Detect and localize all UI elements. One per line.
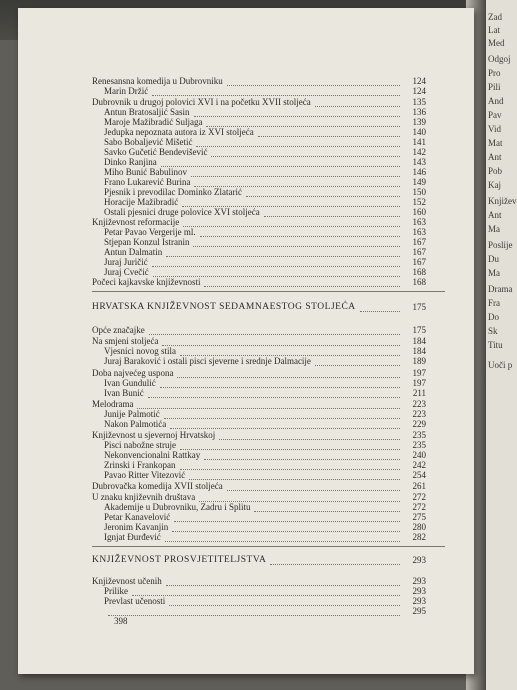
toc-entry-title: Antun Dalmatin	[104, 247, 163, 257]
toc-page-number: 235	[412, 440, 426, 450]
leader-dots	[315, 364, 400, 366]
toc-page-number: 135	[412, 97, 426, 107]
right-page	[486, 0, 517, 690]
toc-page-number: 124	[412, 86, 426, 96]
toc-entry-title: Ignjat Đurđević	[104, 532, 161, 542]
toc-entry-title: Petar Pavao Vergerije ml.	[104, 227, 196, 237]
toc-entry	[18, 356, 474, 367]
toc-page-number: 168	[412, 277, 426, 287]
toc-entry	[18, 302, 474, 313]
toc-entry	[18, 419, 474, 430]
toc-entry-title: Na smjeni stoljeća	[92, 336, 159, 346]
toc-page-number: 211	[412, 388, 426, 398]
right-page-text: And	[488, 96, 504, 106]
toc-page-number: 235	[412, 430, 426, 440]
toc-entry-title: Jeronim Kavanjin	[104, 522, 169, 532]
leader-dots	[148, 396, 400, 398]
right-page-text: Književ	[488, 196, 517, 206]
toc-entry-title: Stjepan Konzul Istranin	[104, 237, 190, 247]
toc-page-number: 184	[412, 346, 426, 356]
toc-page-number: 146	[412, 167, 426, 177]
right-page-text: Pili	[488, 82, 501, 92]
toc-entry	[18, 532, 474, 543]
leader-dots	[152, 94, 400, 96]
toc-page-number: 184	[412, 336, 426, 346]
toc-page-number: 136	[412, 107, 426, 117]
toc-page-number: 175	[412, 325, 426, 335]
toc-page-number: 140	[412, 127, 426, 137]
toc-entry-title: Zrinski i Frankopan	[104, 460, 176, 470]
right-page-text: Uoči p	[488, 360, 513, 370]
right-page-text: Pav	[488, 110, 502, 120]
toc-page-number: 275	[412, 512, 426, 522]
toc-page-number: 175	[412, 302, 426, 312]
toc-entry-title: Književnost reformacije	[92, 217, 180, 227]
toc-entry-title: Prilike	[104, 586, 128, 596]
toc-page-number: 223	[412, 409, 426, 419]
right-page-text: Pob	[488, 166, 503, 176]
toc-page-number: 293	[412, 596, 426, 606]
toc-page-number: 197	[412, 368, 426, 378]
toc-page-number: 295	[412, 606, 426, 616]
toc-entry-title: Pjesnik i prevodilac Dominko Zlatarić	[104, 187, 242, 197]
toc-entry-title: Književnost u sjevernoj Hrvatskoj	[92, 430, 216, 440]
right-page-text: Zad	[488, 12, 502, 22]
toc-entry-title: Juraj Juričić	[104, 257, 148, 267]
toc-entry-title: Ostali pjesnici druge polovice XVI stoljeća	[104, 207, 260, 217]
leader-dots	[165, 540, 400, 542]
leader-dots	[170, 427, 400, 429]
right-page-text: Sk	[488, 326, 498, 336]
right-page-text: Mat	[488, 138, 503, 148]
toc-entry-title: Juraj Cvečić	[104, 267, 149, 277]
toc-entry-title: Dinko Ranjina	[104, 157, 157, 167]
toc-page-number: 197	[412, 378, 426, 388]
toc-page-number: 141	[412, 137, 426, 147]
toc-entry-title: Junije Palmotić	[104, 409, 160, 419]
toc-entry-title: U znaku književnih društava	[92, 492, 196, 502]
section-divider	[92, 546, 445, 547]
toc-entry	[18, 86, 474, 97]
toc-entry-title: Petar Kanavelović	[104, 512, 171, 522]
right-page-text: Ma	[488, 268, 500, 278]
toc-entry	[18, 555, 474, 566]
toc-page-number: 150	[412, 187, 426, 197]
book-page	[18, 8, 474, 674]
toc-page-number: 272	[412, 502, 426, 512]
toc-page-number: 168	[412, 267, 426, 277]
section-divider	[92, 291, 445, 292]
toc-entry	[18, 277, 474, 288]
toc-entry-title: Horacije Mažibradić	[104, 197, 179, 207]
right-page-text: Odgoj	[488, 54, 511, 64]
toc-entry-title: Miho Bunić Babulinov	[104, 167, 187, 177]
leader-dots	[108, 614, 400, 616]
right-page-text: Ma	[488, 224, 500, 234]
toc-entry	[18, 388, 474, 399]
toc-entry-title: Prevlast učenosti	[104, 596, 166, 606]
toc-page-number: 229	[412, 419, 426, 429]
toc-page-number: 254	[412, 470, 426, 480]
toc-entry-title: Maroje Mažibradić Suljaga	[104, 117, 203, 127]
toc-page-number: 261	[412, 481, 426, 491]
toc-entry-title: Vjesnici novog stila	[104, 346, 176, 356]
toc-page-number: 282	[412, 532, 426, 542]
toc-entry	[18, 606, 474, 617]
leader-dots	[149, 333, 400, 335]
right-page-text: Ant	[488, 152, 502, 162]
right-page-text: Fra	[488, 298, 500, 308]
toc-page-number: 124	[412, 76, 426, 86]
toc-entry-title: Marin Držić	[104, 86, 149, 96]
toc-entry-title: Pisci nabožne struje	[104, 440, 176, 450]
toc-entry	[18, 481, 474, 492]
toc-entry-title: Književnost učenih	[92, 576, 162, 586]
toc-entry-title: Antun Bratosaljić Sasin	[104, 107, 190, 117]
right-page-text: Du	[488, 254, 499, 264]
toc-page-number: 242	[412, 460, 426, 470]
leader-dots	[270, 563, 400, 565]
toc-page-number: 280	[412, 522, 426, 532]
toc-entry-title: Akademije u Dubrovniku, Zadru i Splitu	[104, 502, 251, 512]
toc-entry-title: Renesansna komedija u Dubrovniku	[92, 76, 223, 86]
right-page-text: Do	[488, 312, 499, 322]
toc-page-number: 167	[412, 257, 426, 267]
toc-page-number: 163	[412, 217, 426, 227]
toc-page-number: 163	[412, 227, 426, 237]
page-number: 398	[114, 616, 128, 626]
right-page-text: Vid	[488, 124, 501, 134]
toc-entry-title: Melodrama	[92, 399, 134, 409]
toc-entry	[18, 325, 474, 336]
toc-page-number: 142	[412, 147, 426, 157]
leader-dots	[189, 478, 400, 480]
toc-page-number: 139	[412, 117, 426, 127]
right-page-text: Titu	[488, 340, 503, 350]
toc-entry	[18, 470, 474, 481]
leader-dots	[360, 310, 400, 312]
toc-page-number: 293	[412, 586, 426, 596]
toc-entry-title: Frano Lukarević Burina	[104, 177, 191, 187]
toc-page-number: 152	[412, 197, 426, 207]
right-page-text: Poslije	[488, 240, 513, 250]
right-page-text: Drama	[488, 284, 513, 294]
toc-page-number: 293	[412, 576, 426, 586]
toc-entry-title: Dubrovačka komedija XVII stoljeća	[92, 481, 223, 491]
leader-dots	[204, 285, 400, 287]
toc-entry-title: Dubrovnik u drugoj polovici XVI i na početku XVII stoljeća	[92, 97, 311, 107]
toc-entry-title: Pavao Ritter Vitezović	[104, 470, 186, 480]
section-heading: HRVATSKA KNJIŽEVNOST SEDAMNAESTOG STOLJEĆA	[92, 302, 356, 312]
toc-entry-title: Počeci kajkavske književnosti	[92, 277, 201, 287]
toc-entry-title: Sabo Bobaljević Mišetić	[104, 137, 193, 147]
right-page-text: Lat	[488, 25, 500, 35]
toc-page-number: 240	[412, 450, 426, 460]
toc-entry-title: Savko Gučetić Bendevišević	[104, 147, 208, 157]
right-page-text: Kaj	[488, 180, 501, 190]
toc-page-number: 223	[412, 399, 426, 409]
right-page-text: Ant	[488, 210, 502, 220]
section-heading: KNJIŽEVNOST PROSVJETITELJSTVA	[92, 555, 267, 565]
right-page-text: Med	[488, 38, 505, 48]
toc-entry-title: Nekonvencionalni Rattkay	[104, 450, 201, 460]
toc-page-number: 143	[412, 157, 426, 167]
right-page-text: Pro	[488, 68, 501, 78]
toc-entry-title: Nakon Palmotića	[104, 419, 167, 429]
toc-entry-title: Opće značajke	[92, 325, 145, 335]
toc-page-number: 167	[412, 237, 426, 247]
toc-page-number: 293	[412, 555, 426, 565]
toc-entry-title: Doba najvećeg uspona	[92, 368, 174, 378]
toc-page-number: 149	[412, 177, 426, 187]
toc-entry-title: Ivan Bunić	[104, 388, 144, 398]
toc-entry-title: Jedupka nepoznata autora iz XVI stoljeća	[104, 127, 254, 137]
toc-page-number: 189	[412, 356, 426, 366]
toc-entry-title: Ivan Gundulić	[104, 378, 156, 388]
toc-page-number: 272	[412, 492, 426, 502]
toc-page-number: 160	[412, 207, 426, 217]
leader-dots	[227, 489, 400, 491]
toc-entry-title: Juraj Baraković i ostali pisci sjeverne i srednje Dalmacije	[104, 356, 311, 366]
toc-page-number: 167	[412, 247, 426, 257]
